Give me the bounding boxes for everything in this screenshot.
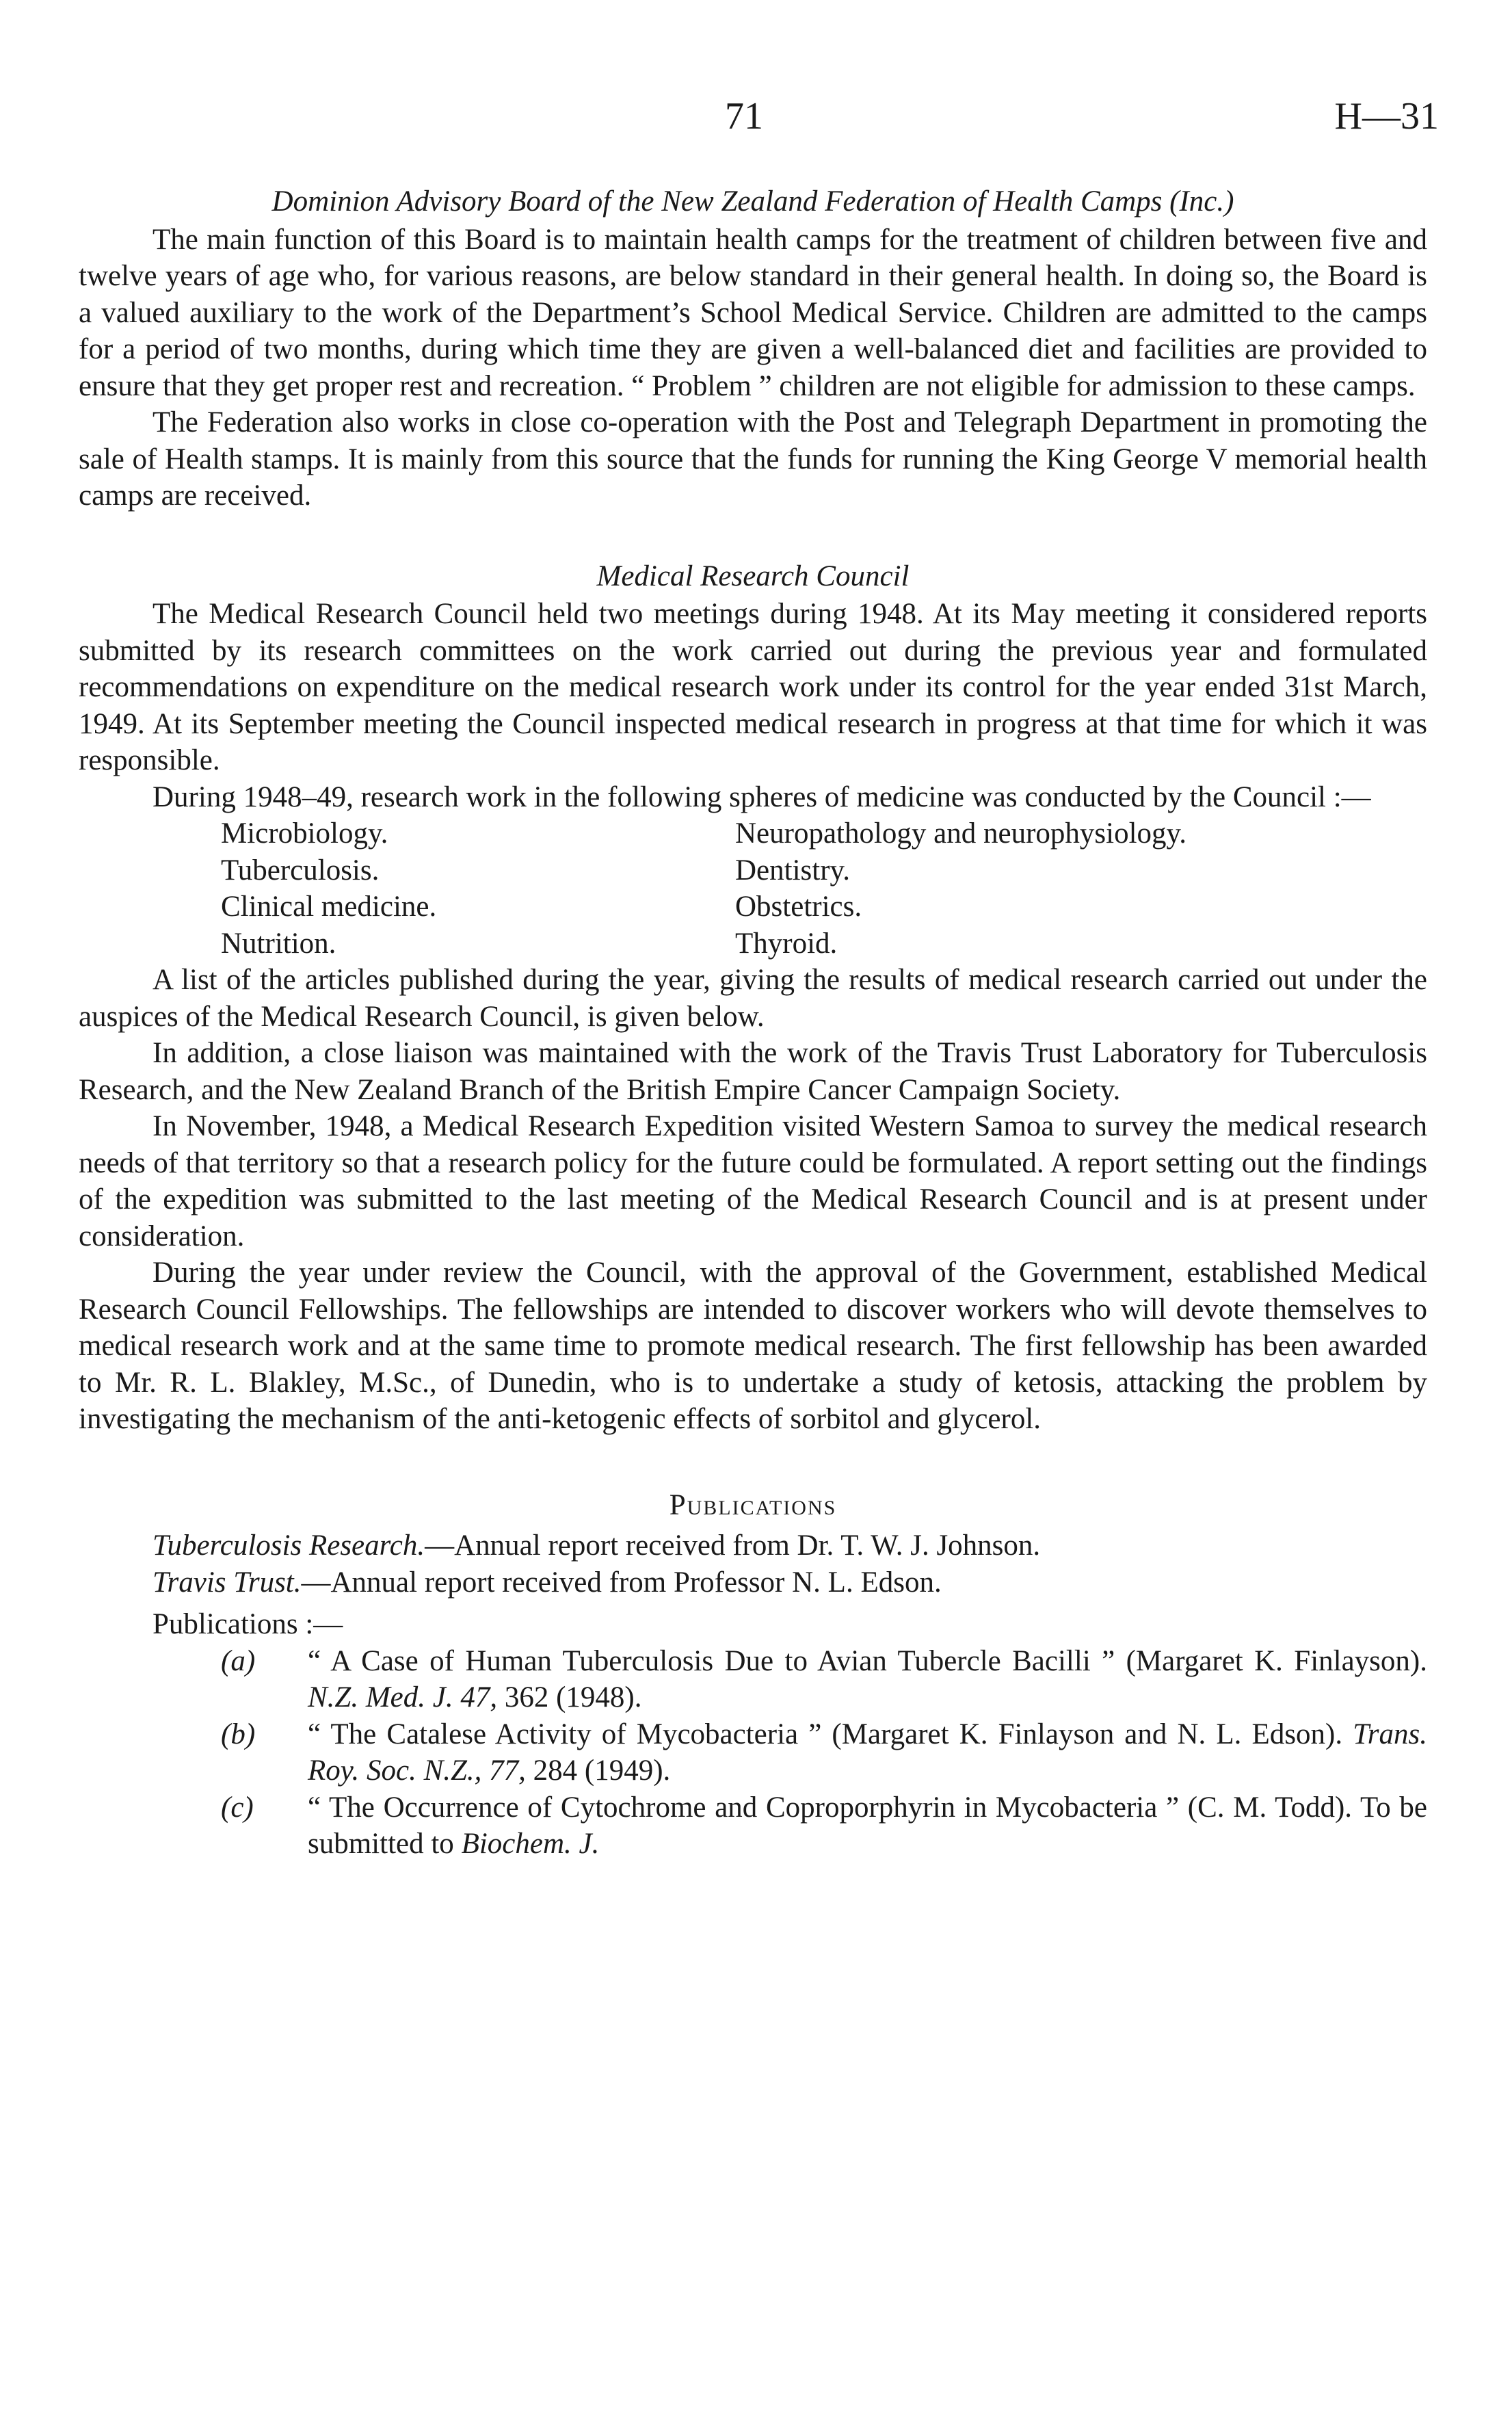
journal-name: N.Z. Med. J.	[308, 1681, 453, 1713]
paragraph: During 1948–49, research work in the following spheres of medicine was conducted by the Council :—	[152, 780, 1371, 813]
list-item: Obstetrics.	[735, 891, 862, 923]
pub-text: —Annual report received from Dr. T. W. J. Johnson.	[425, 1529, 1041, 1562]
paragraph: During the year under review the Council, with the approval of the Government, established Medical Research Council Fellowships. The fellowships are intended to discover workers who will devote themselves to medical research work and at the same time to promote medical research. The first fellowship has been awarded to Mr. R. L. Blakley, M.Sc., of Dunedin, who is to undertake a study of ketosis, attacking the problem by investigating the mechanism of the anti-ketogenic effects of sorbitol and glycerol.	[79, 1257, 1427, 1435]
section-title-health-camps: Dominion Advisory Board of the New Zealand Federation of Health Camps (Inc.)	[271, 185, 1234, 218]
paragraph: The Medical Research Council held two meetings during 1948. At its May meeting it considered reports submitted by its research committees on the work carried out during the previous year and formulated recommendations on expenditure on the medical research work under its control for the year ended 31st March, 1949. At its September meeting the Council inspected medical research in progress at that time for which it was responsible.	[79, 598, 1427, 776]
list-item: Neuropathology and neurophysiology.	[735, 817, 1187, 850]
tuberculosis-research-line	[79, 1527, 1427, 1564]
paragraph: In November, 1948, a Medical Research Expedition visited Western Samoa to survey the medical research needs of that territory so that a research policy for the future could be formulated. A report setting out the findings of the expedition was submitted to the last meeting of the Medical Research Council and is at present under consideration.	[79, 1110, 1427, 1252]
travis-trust-line	[79, 1564, 1427, 1601]
list-item: Thyroid.	[735, 927, 838, 960]
reference-pages: 284 (1949).	[525, 1755, 671, 1787]
journal-volume: 47,	[453, 1681, 498, 1713]
reference-label: (a)	[221, 1644, 256, 1677]
list-item: Microbiology.	[221, 817, 388, 850]
reference-text: “ A Case of Human Tuberculosis Due to Avian Tubercle Bacilli ” (Margaret K. Finlayson).	[308, 1644, 1427, 1677]
reference-item	[79, 1716, 1427, 1789]
page-number: 71	[725, 95, 763, 137]
journal-name: Trans. Roy. Soc. N.Z.,	[308, 1718, 1427, 1787]
reference-label: (c)	[221, 1791, 254, 1824]
publications-list-label: Publications :—	[152, 1608, 343, 1640]
paragraph: In addition, a close liaison was maintained with the work of the Travis Trust Laboratory for Tuberculosis Research, and the New Zealand Branch of the British Empire Cancer Campaign Society.	[79, 1037, 1427, 1106]
paragraph: The main function of this Board is to maintain health camps for the treatment of children between five and twelve years of age who, for various reasons, are below standard in their general health. In doing so, the Board is a valued auxiliary to the work of the Department’s School Medical Service. Children are admitted to the camps for a period of two months, during which time they are given a well-balanced diet and facilities are provided to ensure that they get proper rest and recreation. “ Problem ” children are not eligible for admission to these camps.	[79, 223, 1427, 402]
pub-label: Tuberculosis Research.	[152, 1529, 425, 1562]
journal-volume: 77,	[481, 1755, 526, 1787]
reference-pages: 362 (1948).	[497, 1681, 642, 1713]
reference-text: “ The Catalese Activity of Mycobacteria ” (Margaret K. Finlayson and N. L. Edson).	[308, 1718, 1353, 1750]
section-heading-publications: Publications	[669, 1488, 837, 1521]
paragraph: A list of the articles published during the year, giving the results of medical research carried out under the auspices of the Medical Research Council, is given below.	[79, 964, 1427, 1033]
reference-item	[79, 1643, 1427, 1716]
journal-name: Biochem. J.	[461, 1828, 600, 1860]
page-reference: H—31	[1334, 95, 1439, 137]
page-content	[79, 183, 1427, 1863]
list-item: Tuberculosis.	[221, 854, 380, 886]
spheres-list	[79, 815, 1427, 962]
section-heading-mrc: Medical Research Council	[596, 560, 910, 592]
list-item: Dentistry.	[735, 854, 850, 886]
list-item: Nutrition.	[221, 927, 336, 960]
page-header	[0, 94, 1512, 142]
pub-label: Travis Trust.	[152, 1566, 302, 1599]
reference-text: “ The Occurrence of Cytochrome and Coproporphyrin in Mycobacteria ” (C. M. Todd). To be submitted to	[308, 1791, 1427, 1860]
pub-text: —Annual report received from Professor N. L. Edson.	[301, 1566, 942, 1599]
list-item: Clinical medicine.	[221, 891, 437, 923]
reference-item	[79, 1789, 1427, 1863]
reference-label: (b)	[221, 1718, 256, 1750]
paragraph: The Federation also works in close co-operation with the Post and Telegraph Department in promoting the sale of Health stamps. It is mainly from this source that the funds for running the King George V memorial health camps are received.	[79, 406, 1427, 512]
